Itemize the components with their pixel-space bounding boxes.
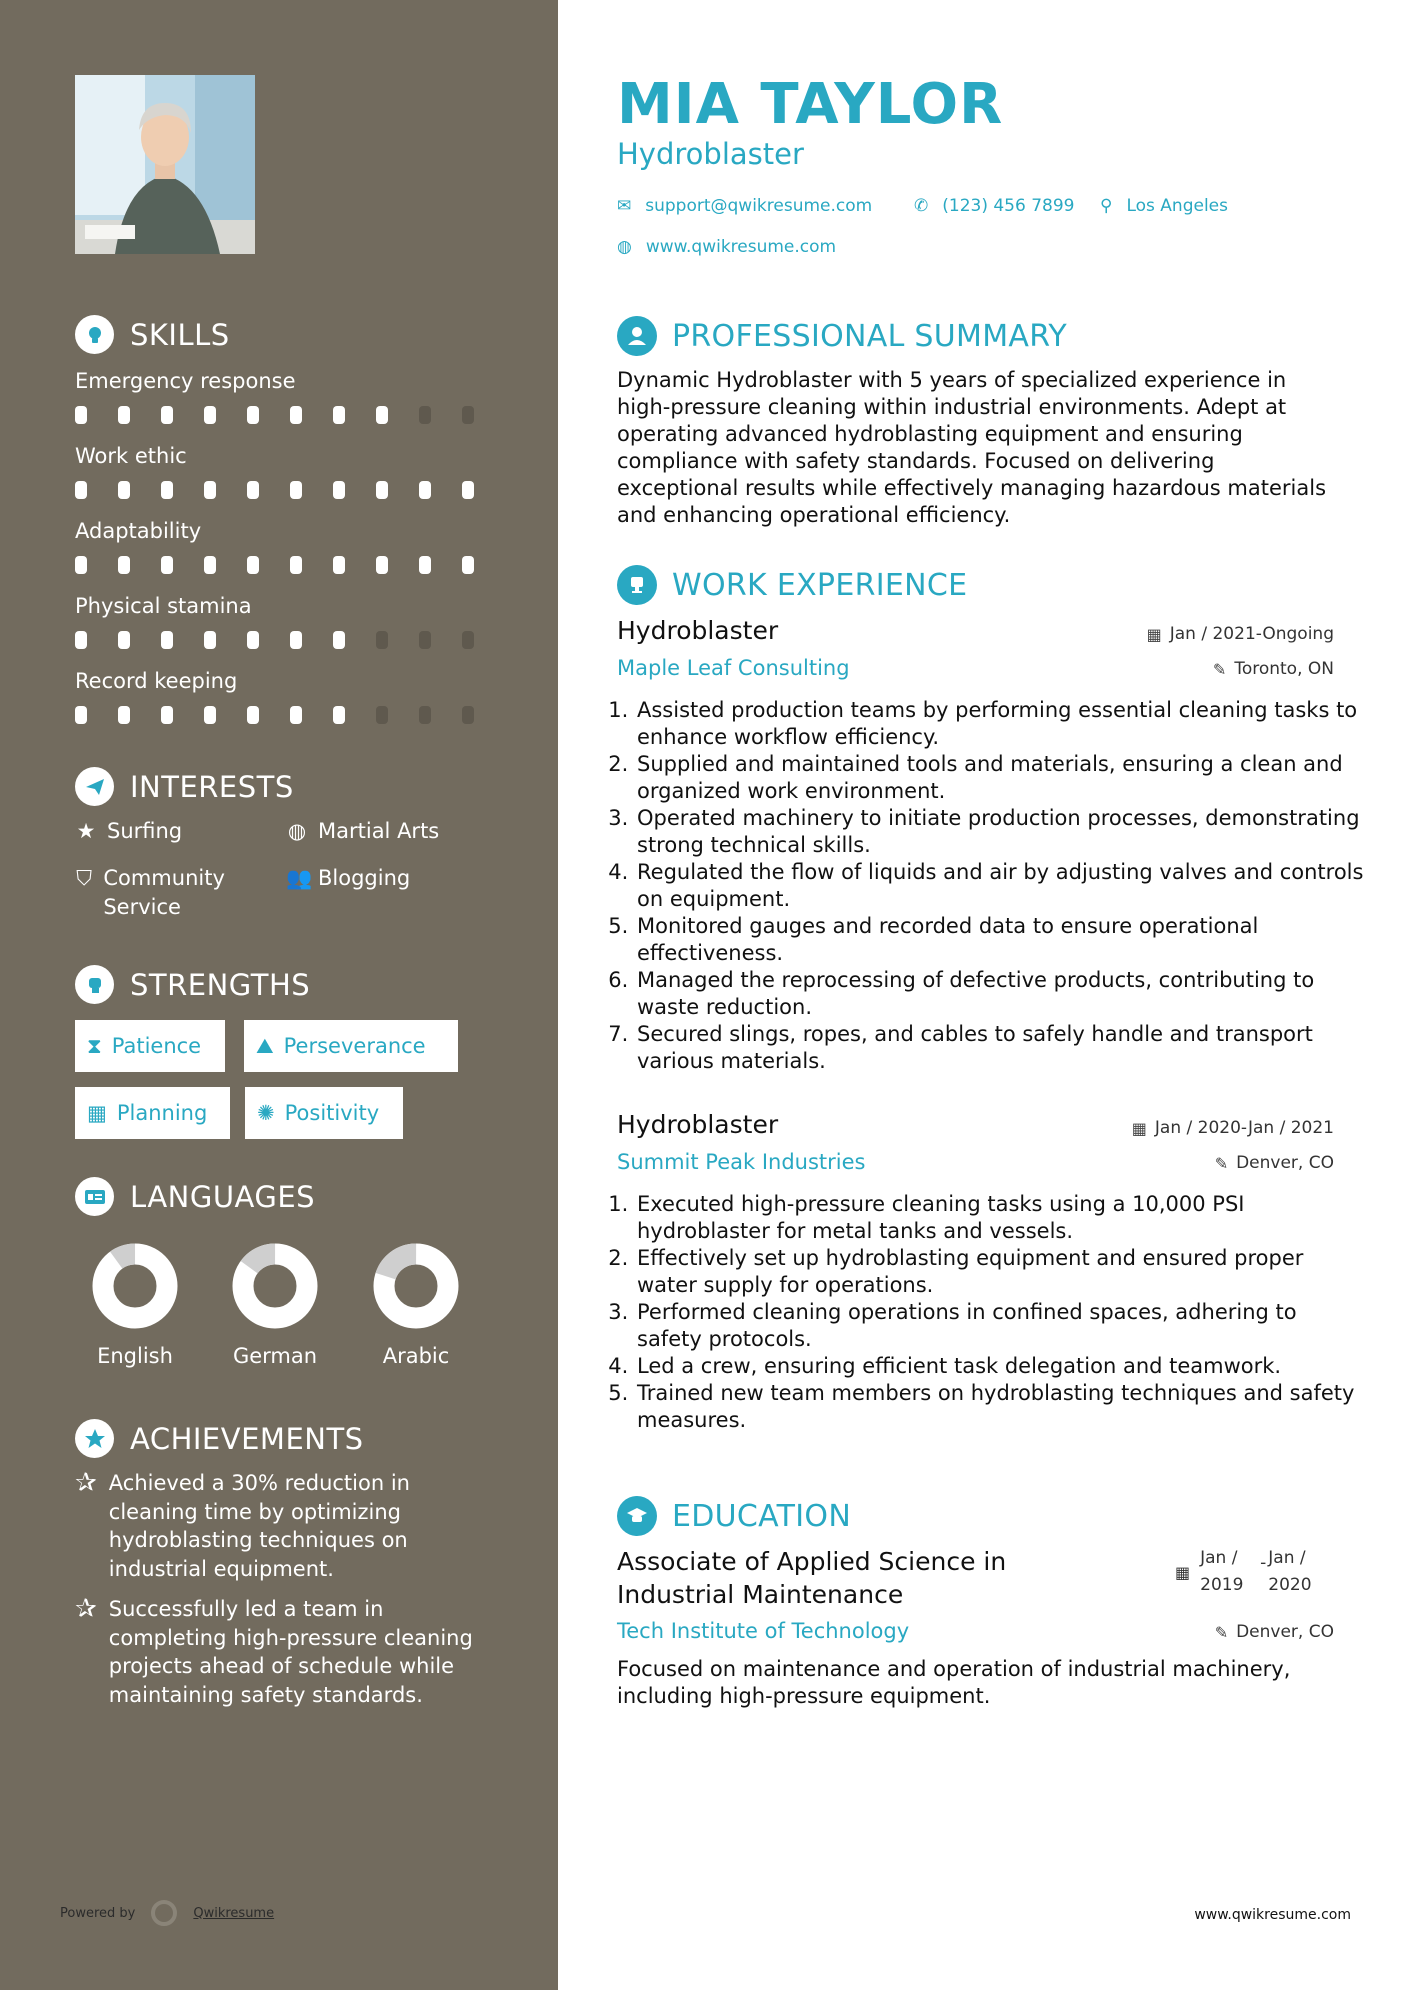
skill-item xyxy=(75,368,505,424)
sidebar xyxy=(0,0,558,1990)
skill-dot xyxy=(290,481,302,499)
skill-dot xyxy=(204,406,216,424)
skill-dot xyxy=(419,706,431,724)
skill-dot xyxy=(75,706,87,724)
skill-dot xyxy=(333,406,345,424)
school-name: Tech Institute of Technology xyxy=(617,1619,910,1643)
skill-rating xyxy=(75,706,505,724)
job-company: Summit Peak Industries xyxy=(617,1150,866,1174)
list-item: 5. Monitored gauges and recorded data to ensure operational effectiveness. xyxy=(635,913,1365,967)
job-dates: ▦ Jan / 2021-Ongoing xyxy=(1146,624,1334,644)
road-icon: ⛰ xyxy=(256,1033,274,1058)
skill-dot xyxy=(290,556,302,574)
skill-rating xyxy=(75,406,505,424)
job-company: Maple Leaf Consulting xyxy=(617,656,850,680)
skill-item xyxy=(75,668,505,724)
shooting-star-icon: ✰ xyxy=(75,1594,97,1624)
skill-dot xyxy=(161,481,173,499)
skill-rating xyxy=(75,631,505,649)
job-location: ✎ Toronto, ON xyxy=(1212,659,1334,679)
skills-heading: SKILLS xyxy=(75,315,230,354)
skill-dot xyxy=(462,556,474,574)
pin-icon: ✎ xyxy=(1212,659,1227,679)
list-item: 1. Assisted production teams by performing essential cleaning tasks to enhance workflow efficiency. xyxy=(635,697,1365,751)
qwikresume-link[interactable]: Qwikresume xyxy=(193,1905,275,1921)
experience-heading: WORK EXPERIENCE xyxy=(617,565,967,605)
skill-dot xyxy=(161,406,173,424)
education-dates: ▦ Jan / 2019 - Jan / 2020 xyxy=(1175,1545,1324,1599)
job-dates: ▦ Jan / 2020-Jan / 2021 xyxy=(1131,1118,1334,1138)
skill-dot xyxy=(462,406,474,424)
contact-email[interactable]: ✉ support@qwikresume.com xyxy=(617,196,873,216)
skill-dot xyxy=(376,631,388,649)
briefcase-icon xyxy=(617,565,657,605)
skill-dot xyxy=(247,631,259,649)
skill-dot xyxy=(118,631,130,649)
languages-heading: LANGUAGES xyxy=(75,1177,315,1216)
contact-website[interactable]: ◍ www.qwikresume.com xyxy=(617,237,837,257)
list-item: 3. Performed cleaning operations in confined spaces, adhering to safety protocols. xyxy=(635,1299,1365,1353)
skill-dot xyxy=(333,631,345,649)
phone-icon: ✆ xyxy=(914,196,929,216)
calendar-icon: ▦ xyxy=(1146,624,1162,644)
strength-chip: ⧗ Patience xyxy=(75,1020,225,1072)
fist-icon xyxy=(75,965,114,1004)
language-item: Arabic xyxy=(351,1242,481,1368)
interest-item: ◍ Martial Arts xyxy=(286,817,486,846)
interests-heading: INTERESTS xyxy=(75,767,294,806)
list-item: 5. Trained new team members on hydroblasting techniques and safety measures. xyxy=(635,1380,1365,1434)
language-ring xyxy=(372,1242,460,1330)
list-item: 6. Managed the reprocessing of defective products, contributing to waste reduction. xyxy=(635,967,1365,1021)
job-title: Hydroblaster xyxy=(617,1110,779,1139)
degree-title: Associate of Applied Science in Industrial Maintenance xyxy=(617,1547,1007,1609)
job-title: Hydroblaster xyxy=(617,616,779,645)
skill-dot xyxy=(161,706,173,724)
education-heading: EDUCATION xyxy=(617,1496,851,1536)
language-ring xyxy=(91,1242,179,1330)
contact-location: ⚲ Los Angeles xyxy=(1100,196,1228,216)
skill-item xyxy=(75,518,505,574)
skill-dot xyxy=(462,481,474,499)
skill-dot xyxy=(118,556,130,574)
globe-icon: ◍ xyxy=(287,819,307,843)
strengths-heading: STRENGTHS xyxy=(75,965,310,1004)
skill-label: Record keeping xyxy=(75,669,238,693)
interest-item: ⛉ Community Service xyxy=(76,866,225,919)
calendar-icon: ▦ xyxy=(87,1101,107,1125)
skill-label: Physical stamina xyxy=(75,594,252,618)
skill-dot xyxy=(333,706,345,724)
lightbulb-icon xyxy=(75,315,114,354)
education-description: Focused on maintenance and operation of industrial machinery, including high-pressure equipment. xyxy=(617,1657,1291,1708)
users-icon: 👥 xyxy=(286,866,313,890)
skill-dot xyxy=(247,481,259,499)
pin-icon: ✎ xyxy=(1214,1622,1229,1642)
skill-dot xyxy=(247,556,259,574)
summary-heading: PROFESSIONAL SUMMARY xyxy=(617,316,1067,356)
language-card-icon xyxy=(75,1177,114,1216)
hourglass-icon: ⧗ xyxy=(87,1033,102,1058)
skill-rating xyxy=(75,556,505,574)
achievement-item: ✰ Successfully led a team in completing high-pressure cleaning projects ahead of schedule while maintaining safety standards. xyxy=(75,1595,475,1709)
skill-dot xyxy=(118,706,130,724)
skill-dot xyxy=(204,706,216,724)
list-item: 3. Operated machinery to initiate production processes, demonstrating strong technical skills. xyxy=(635,805,1365,859)
skill-dot xyxy=(419,556,431,574)
shooting-star-icon: ✰ xyxy=(75,1468,97,1498)
language-ring xyxy=(231,1242,319,1330)
interest-item: ★ Surfing xyxy=(75,817,275,846)
list-item: 4. Led a crew, ensuring efficient task delegation and teamwork. xyxy=(635,1353,1365,1380)
skill-label: Emergency response xyxy=(75,369,296,393)
list-item: 4. Regulated the flow of liquids and air by adjusting valves and controls on equipment. xyxy=(635,859,1365,913)
powered-by: Powered by Qwikresume xyxy=(60,1900,274,1926)
skill-dot xyxy=(419,631,431,649)
skill-label: Work ethic xyxy=(75,444,187,468)
skill-dot xyxy=(75,556,87,574)
strength-chip: ▦ Planning xyxy=(75,1087,230,1139)
footer-url[interactable]: www.qwikresume.com xyxy=(1194,1907,1351,1923)
paper-plane-icon xyxy=(75,767,114,806)
skill-dot xyxy=(419,481,431,499)
skill-dot xyxy=(376,406,388,424)
skill-dot xyxy=(462,706,474,724)
skill-dot xyxy=(75,631,87,649)
qwikresume-logo-icon xyxy=(151,1900,177,1926)
user-icon xyxy=(617,316,657,356)
skill-dot xyxy=(333,556,345,574)
skill-rating xyxy=(75,481,505,499)
summary-text: Dynamic Hydroblaster with 5 years of specialized experience in high-pressure cleaning within industrial environments. Adept at operating advanced hydroblasting equipment and ensuring compliance with safety standards. Focused on delivering exceptional results while effectively managing hazardous materials and enhancing operational efficiency. xyxy=(617,368,1327,527)
list-item: 2. Supplied and maintained tools and materials, ensuring a clean and organized work environment. xyxy=(635,751,1365,805)
job-bullets xyxy=(617,1191,1365,1434)
skill-dot xyxy=(118,406,130,424)
list-item: 7. Secured slings, ropes, and cables to safely handle and transport various materials. xyxy=(635,1021,1365,1075)
skill-dot xyxy=(290,631,302,649)
list-item: 1. Executed high-pressure cleaning tasks using a 10,000 PSI hydroblaster for metal tanks and vessels. xyxy=(635,1191,1365,1245)
language-item: English xyxy=(70,1242,200,1368)
skill-dot xyxy=(204,556,216,574)
skill-item xyxy=(75,593,505,649)
candidate-title: Hydroblaster xyxy=(617,137,804,171)
skill-dot xyxy=(75,481,87,499)
calendar-icon: ▦ xyxy=(1175,1563,1191,1582)
skill-dot xyxy=(161,631,173,649)
interest-item: 👥 Blogging xyxy=(286,864,486,893)
envelope-icon: ✉ xyxy=(617,196,632,216)
calendar-icon: ▦ xyxy=(1131,1118,1147,1138)
skill-dot xyxy=(290,406,302,424)
strength-chip: ⛰ Perseverance xyxy=(244,1020,458,1072)
achievement-item: ✰ Achieved a 30% reduction in cleaning time by optimizing hydroblasting techniques on industrial equipment. xyxy=(75,1469,475,1583)
sun-icon: ✺ xyxy=(257,1101,275,1125)
skill-dot xyxy=(161,556,173,574)
globe-icon: ◍ xyxy=(617,237,632,257)
job-bullets xyxy=(617,697,1365,1075)
skill-dot xyxy=(376,706,388,724)
star-icon: ★ xyxy=(76,819,96,843)
strength-chip: ✺ Positivity xyxy=(245,1087,403,1139)
skill-dot xyxy=(204,481,216,499)
shield-icon: ⛉ xyxy=(76,866,93,890)
star-badge-icon xyxy=(75,1419,114,1458)
skill-dot xyxy=(290,706,302,724)
skill-dot xyxy=(247,406,259,424)
list-item: 2. Effectively set up hydroblasting equipment and ensured proper water supply for operations. xyxy=(635,1245,1365,1299)
school-location: ✎ Denver, CO xyxy=(1214,1622,1334,1642)
profile-photo xyxy=(75,75,255,254)
skill-dot xyxy=(376,556,388,574)
skill-dot xyxy=(118,481,130,499)
map-pin-icon: ⚲ xyxy=(1100,196,1113,216)
language-item: German xyxy=(210,1242,340,1368)
skill-label: Adaptability xyxy=(75,519,202,543)
skill-dot xyxy=(462,631,474,649)
contact-phone[interactable]: ✆ (123) 456 7899 xyxy=(914,196,1075,216)
skill-dot xyxy=(376,481,388,499)
pin-icon: ✎ xyxy=(1214,1153,1229,1173)
achievements-heading: ACHIEVEMENTS xyxy=(75,1419,364,1458)
skill-dot xyxy=(75,406,87,424)
skill-dot xyxy=(204,631,216,649)
candidate-name: MIA TAYLOR xyxy=(617,72,1004,137)
skill-dot xyxy=(333,481,345,499)
graduation-cap-icon xyxy=(617,1496,657,1536)
job-location: ✎ Denver, CO xyxy=(1214,1153,1334,1173)
skill-item xyxy=(75,443,505,499)
skill-dot xyxy=(419,406,431,424)
skill-dot xyxy=(247,706,259,724)
